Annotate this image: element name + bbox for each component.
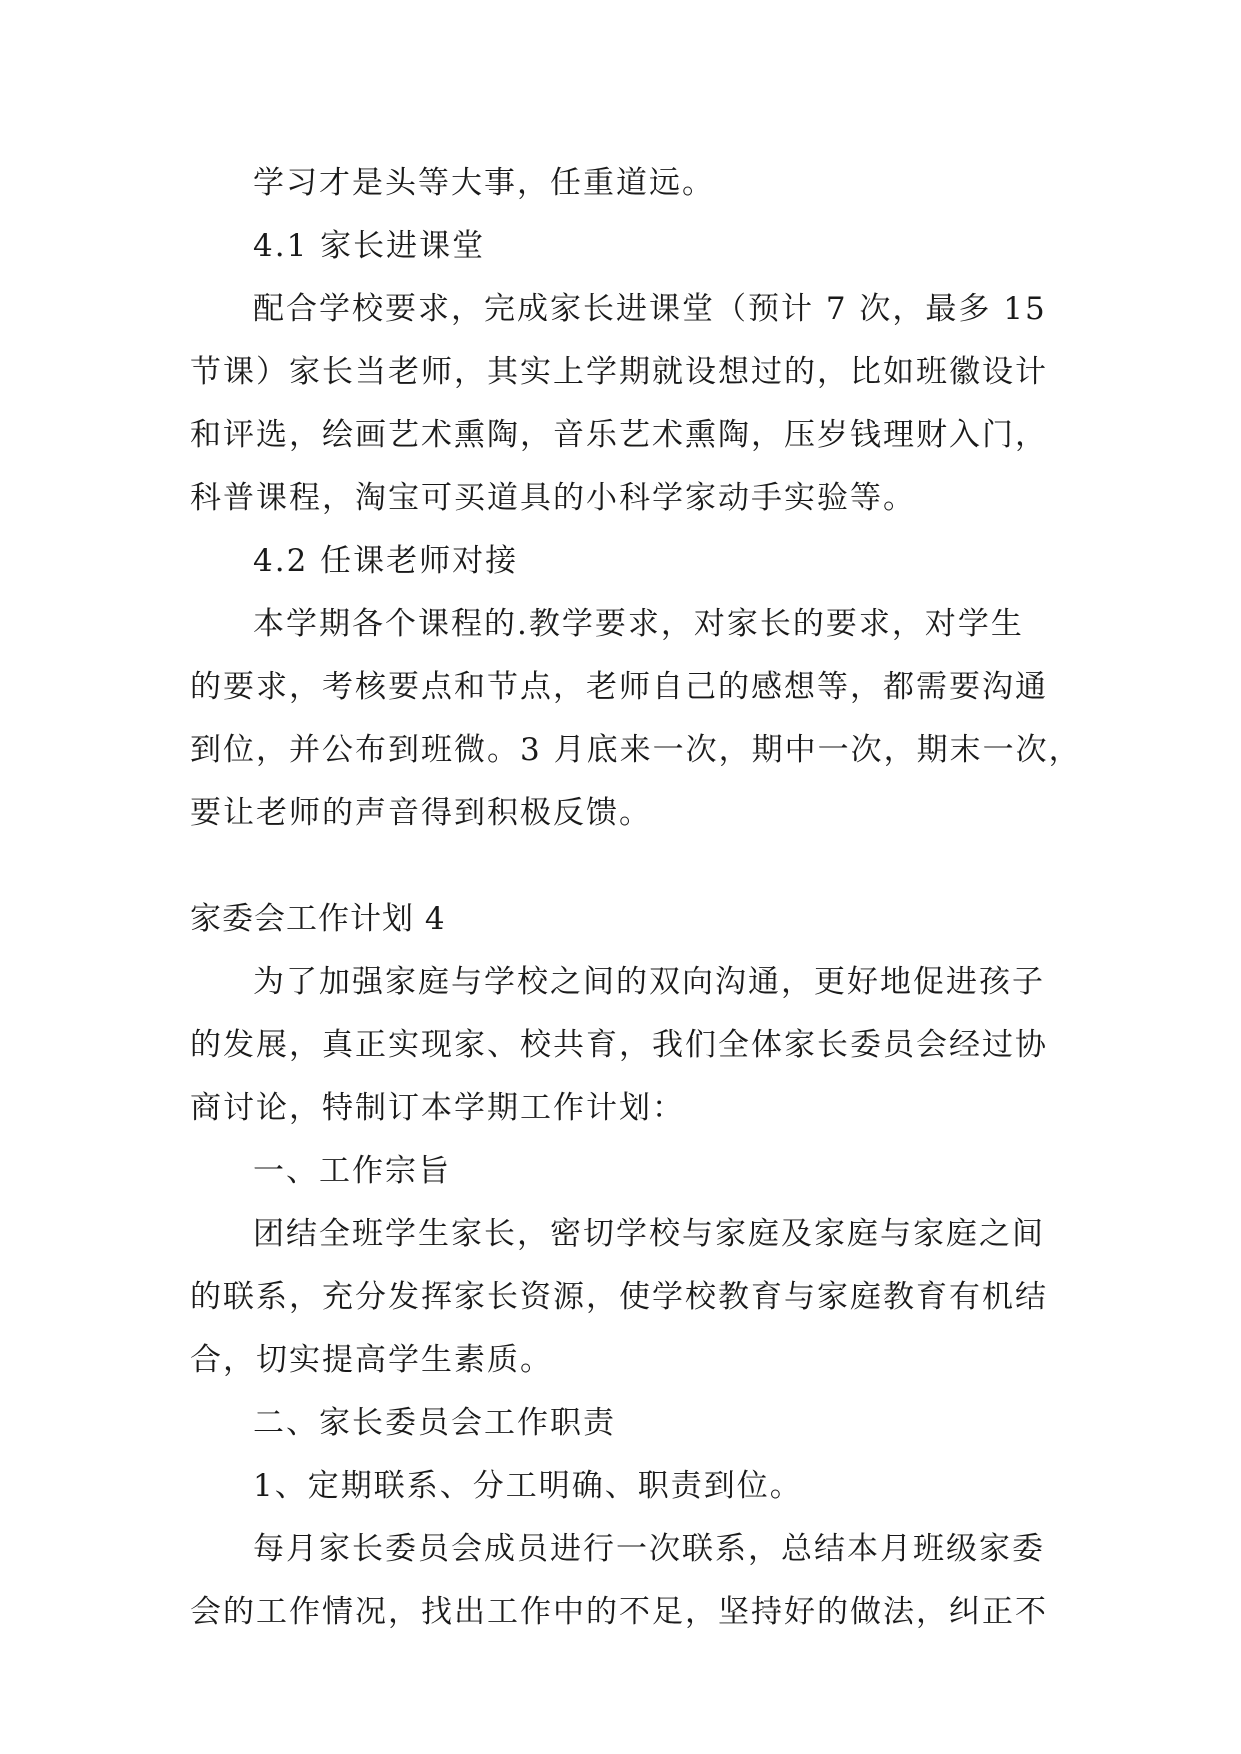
paragraph-line: 的发展，真正实现家、校共育，我们全体家长委员会经过协	[190, 1027, 1048, 1063]
list-item-heading: 1、定期联系、分工明确、职责到位。	[253, 1468, 803, 1504]
paragraph-line: 的要求，考核要点和节点，老师自己的感想等，都需要沟通	[190, 669, 1048, 705]
paragraph-line: 的联系，充分发挥家长资源，使学校教育与家庭教育有机结	[190, 1279, 1048, 1315]
section-heading-4-1: 4.1 家长进课堂	[253, 228, 486, 264]
paragraph-line: 配合学校要求，完成家长进课堂（预计 7 次，最多 15	[253, 291, 1047, 327]
paragraph-line: 到位，并公布到班微。3 月底来一次，期中一次，期末一次，	[190, 732, 1082, 768]
paragraph-line: 学习才是头等大事，任重道远。	[253, 165, 715, 201]
paragraph-line: 要让老师的声音得到积极反馈。	[190, 795, 652, 831]
section-heading-2: 二、家长委员会工作职责	[253, 1405, 616, 1441]
section-heading-1: 一、工作宗旨	[253, 1153, 451, 1189]
paragraph-line: 和评选，绘画艺术熏陶，音乐艺术熏陶，压岁钱理财入门，	[190, 417, 1048, 453]
paragraph-line: 科普课程，淘宝可买道具的小科学家动手实验等。	[190, 480, 916, 516]
paragraph-line: 商讨论，特制订本学期工作计划：	[190, 1090, 685, 1126]
section-heading-4-2: 4.2 任课老师对接	[253, 543, 519, 579]
paragraph-line: 节课）家长当老师，其实上学期就设想过的，比如班徽设计	[190, 354, 1048, 390]
paragraph-line: 团结全班学生家长，密切学校与家庭及家庭与家庭之间	[253, 1216, 1045, 1252]
paragraph-line: 每月家长委员会成员进行一次联系，总结本月班级家委	[253, 1531, 1045, 1567]
paragraph-line: 本学期各个课程的.教学要求，对家长的要求，对学生	[253, 606, 1024, 642]
document-title: 家委会工作计划 4	[190, 901, 446, 937]
paragraph-line: 为了加强家庭与学校之间的双向沟通，更好地促进孩子	[253, 964, 1045, 1000]
paragraph-line: 合，切实提高学生素质。	[190, 1342, 553, 1378]
paragraph-line: 会的工作情况，找出工作中的不足，坚持好的做法，纠正不	[190, 1594, 1048, 1630]
